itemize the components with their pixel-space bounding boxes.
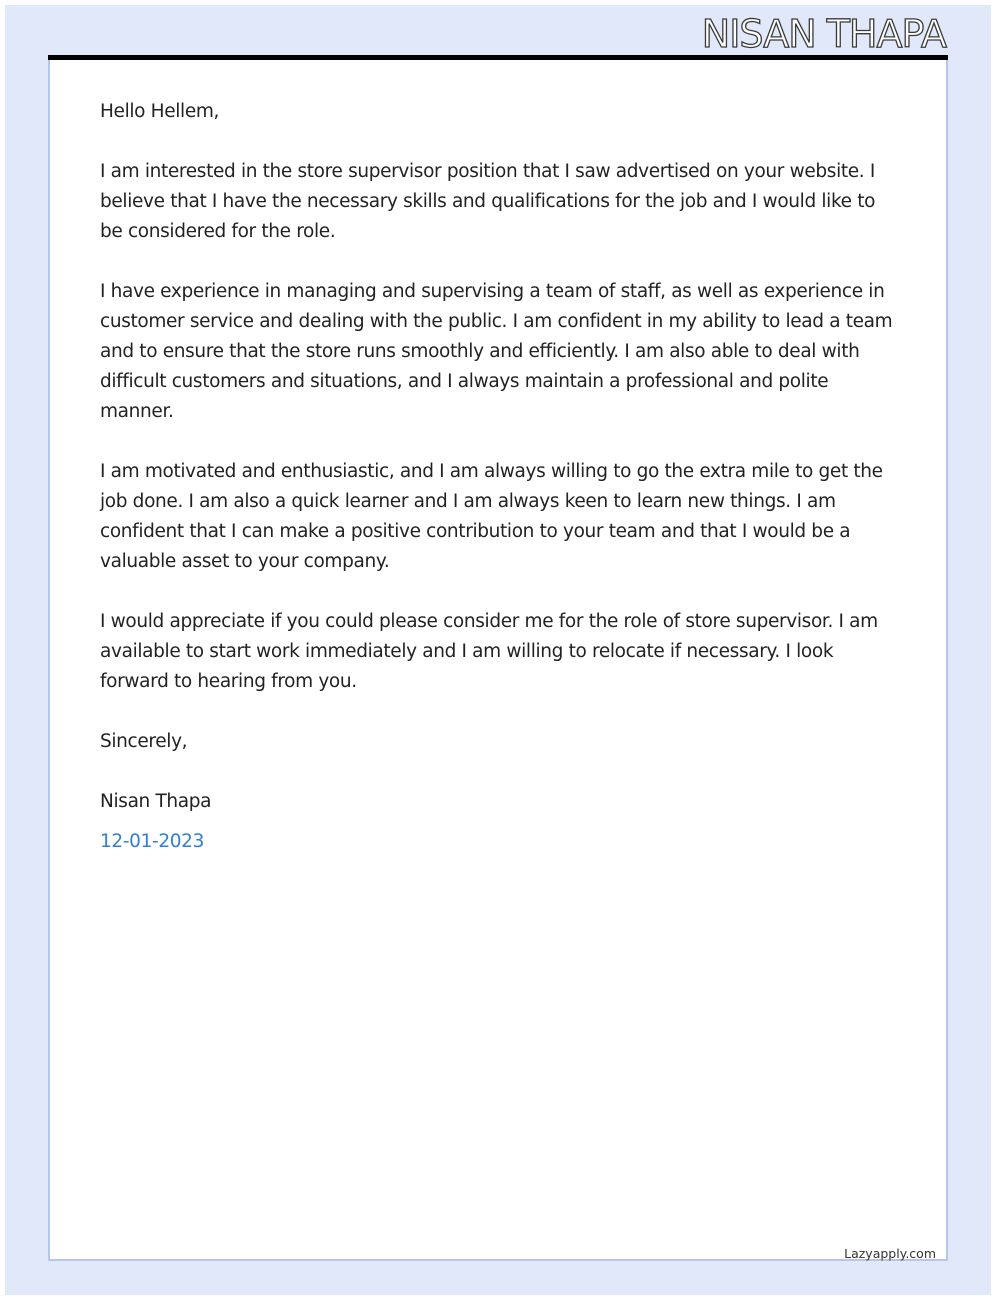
closing: Sincerely,	[100, 731, 188, 752]
paragraph-4: I would appreciate if you could please consider me for the role of store supervisor. I am available to start work immediately and I am willing to relocate if necessary. I look forward to hearing from you.	[100, 611, 878, 692]
header-name: NISAN THAPA	[701, 12, 946, 56]
greeting: Hello Hellem,	[100, 101, 220, 122]
paragraph-3: I am motivated and enthusiastic, and I am always willing to go the extra mile to get the job done. I am also a quick learner and I am always keen to learn new things. I am confident that I can make a positive contribution to your team and that I would be a valuable asset to your company.	[100, 461, 883, 572]
signer-name: Nisan Thapa	[100, 791, 212, 812]
letter-date: 12-01-2023	[100, 831, 205, 852]
paragraph-1: I am interested in the store supervisor position that I saw advertised on your website. I believe that I have the necessary skills and qualifications for the job and I would like to be considered for the role.	[100, 161, 876, 242]
paragraph-2: I have experience in managing and supervising a team of staff, as well as experience in customer service and dealing with the public. I am confident in my ability to lead a team and to ensure that the store runs smoothly and efficiently. I am also able to deal with difficult customers and situations, and I always maintain a professional and polite manner.	[100, 281, 893, 422]
letter-body	[100, 97, 900, 857]
footer-brand: Lazyapply.com	[844, 1246, 936, 1261]
